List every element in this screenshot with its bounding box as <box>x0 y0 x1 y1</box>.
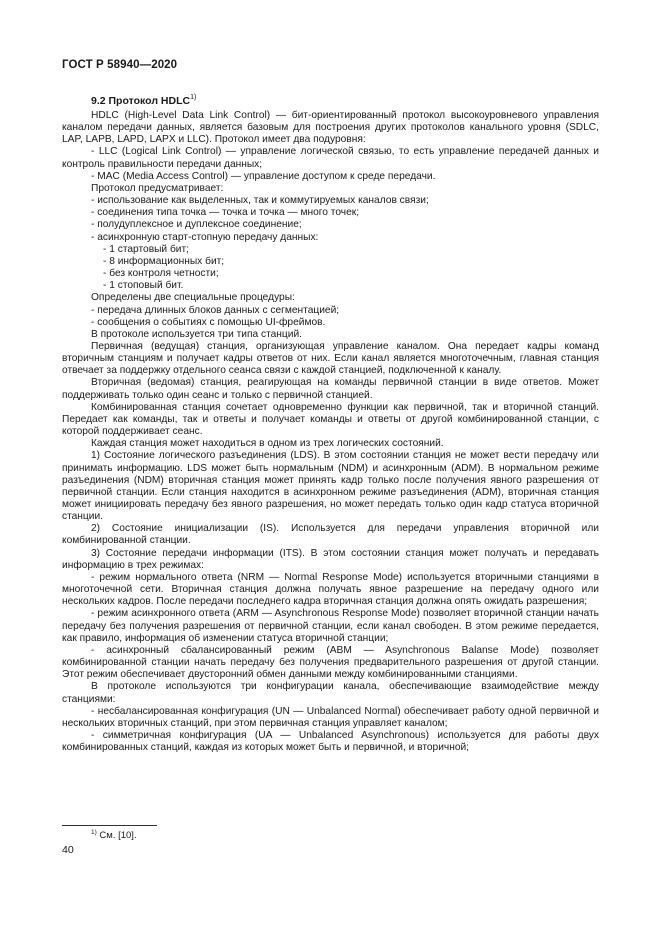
footnote <box>91 829 137 841</box>
paragraph: - использование как выделенных, так и коммутируемых каналов связи; <box>91 195 429 207</box>
footnote-divider <box>62 825 157 826</box>
paragraph: В протоколе используется три типа станций. <box>91 328 302 340</box>
paragraph: - режим нормального ответа (NRM — Normal Response Mode) используется вторичными станциями в многоточечной сети. Вторичная станция должна получать явное разрешение на передачу одного или нескольких кадров. После передачи последнего кадра вторичная станция должна опять ожидать разрешения; <box>62 571 599 608</box>
footnote-marker: 1) <box>91 829 97 836</box>
paragraph: HDLC (High-Level Data Link Control) — бит-ориентированный протокол высокоуровневого управления каналом передачи данных, является базовым для построения других протоколов канального уровня (SDLC, LAP, LAPB, LAPD, LAPX и LLC). Протокол имеет два подуровня: <box>62 110 599 146</box>
paragraph: - передача длинных блоков данных с сегментацией; <box>91 304 340 316</box>
paragraph: Вторичная (ведомая) станция, реагирующая на команды первичной станции в виде ответов. Может поддерживать только один сеанс и только с первичной станцией. <box>62 377 599 401</box>
paragraph: - асинхронную старт-стопную передачу данных: <box>91 231 319 243</box>
paragraph: 3) Состояние передачи информации (ITS). В этом состоянии станция может получать и передавать информацию в трех режимах: <box>62 547 599 571</box>
paragraph: - 1 стоповый бит. <box>103 280 184 292</box>
body-text <box>62 110 599 754</box>
paragraph: 1) Состояние логического разъединения (LDS). В этом состоянии станция не может вести передачу или принимать информацию. LDS может быть нормальным (NDM) и асинхронным (ADM). В нормальном режиме разъединения (NDM) вторичная станция может принять кадр только после получения явного разрешения от первичной станции. Если станция находится в асинхронном режиме разъединения (ADM), вторичная станция может инициировать передачу без явного разрешения, но может передать только один кадр статуса вторичной станции. <box>62 450 599 523</box>
paragraph: - LLC (Logical Link Control) — управление логической связью, то есть управление передачей данных и контроль правильности передачи данных; <box>62 146 599 170</box>
paragraph: Определены две специальные процедуры: <box>91 292 295 304</box>
paragraph: - без контроля четности; <box>103 268 219 280</box>
page-number: 40 <box>62 844 74 856</box>
footnote-text: См. [10]. <box>99 830 137 841</box>
paragraph: - симметричная конфигурация (UA — Unbalanced Asynchronous) используется для работы двух комбинированных станций, каждая из которых может быть и первичной, и вторичной; <box>62 729 599 754</box>
paragraph: Первичная (ведущая) станция, организующая управление каналом. Она передает кадры команд вторичным станциям и получает кадры ответов от них. Если канал является многоточечным, главная станция отвечает за поддержку отдельного сеанса связи с каждой станцией, подключенной к каналу. <box>62 340 599 377</box>
paragraph: - MAC (Media Access Control) — управление доступом к среде передачи. <box>91 170 436 182</box>
section-title <box>91 94 196 107</box>
paragraph: Комбинированная станция сочетает одновременно функции как первичной, так и вторичной станций. Передает как команды, так и ответы и получает команды и ответы от другой комбинированной станции, с которой поддерживает сеанс. <box>62 401 599 438</box>
paragraph: - 1 стартовый бит; <box>103 243 189 255</box>
paragraph: - сообщения о событиях с помощью UI-фреймов. <box>91 316 326 328</box>
paragraph: - соединения типа точка — точка и точка — много точек; <box>91 207 360 219</box>
paragraph: Каждая станция может находиться в одном из трех логических состояний. <box>91 438 444 450</box>
paragraph: - асинхронный сбалансированный режим (ABM — Asynchronous Balanse Mode) позволяет комбинированной станции начать передачу без получения предварительного разрешения от другой станции. Этот режим обеспечивает двусторонний обмен данными между комбинированными станциями. <box>62 644 599 681</box>
footnote-reference: 1) <box>190 94 197 101</box>
section-title-text: 9.2 Протокол HDLC <box>91 95 191 107</box>
paragraph: - несбалансированная конфигурация (UN — Unbalanced Normal) обеспечивает работу одной первичной и нескольких вторичных станций, при этом первичная станция управляет каналом; <box>62 705 599 729</box>
paragraph: В протоколе используются три конфигурации канала, обеспечивающие взаимодействие между станциями: <box>62 681 599 705</box>
standard-header: ГОСТ Р 58940—2020 <box>62 59 178 71</box>
paragraph: - режим асинхронного ответа (ARM — Asynchronous Response Mode) позволяет вторичной станции начать передачу без получения разрешения от первичной станции, если канал свободен. В этом режиме передается, как правило, информация об изменении статуса вторичной станции; <box>62 608 599 644</box>
paragraph: - 8 информационных бит; <box>103 255 225 267</box>
paragraph: - полудуплексное и дуплексное соединение; <box>91 219 302 231</box>
paragraph: 2) Состояние инициализации (IS). Используется для передачи управления вторичной или комбинированной станции. <box>62 523 599 547</box>
paragraph: Протокол предусматривает: <box>91 182 224 194</box>
